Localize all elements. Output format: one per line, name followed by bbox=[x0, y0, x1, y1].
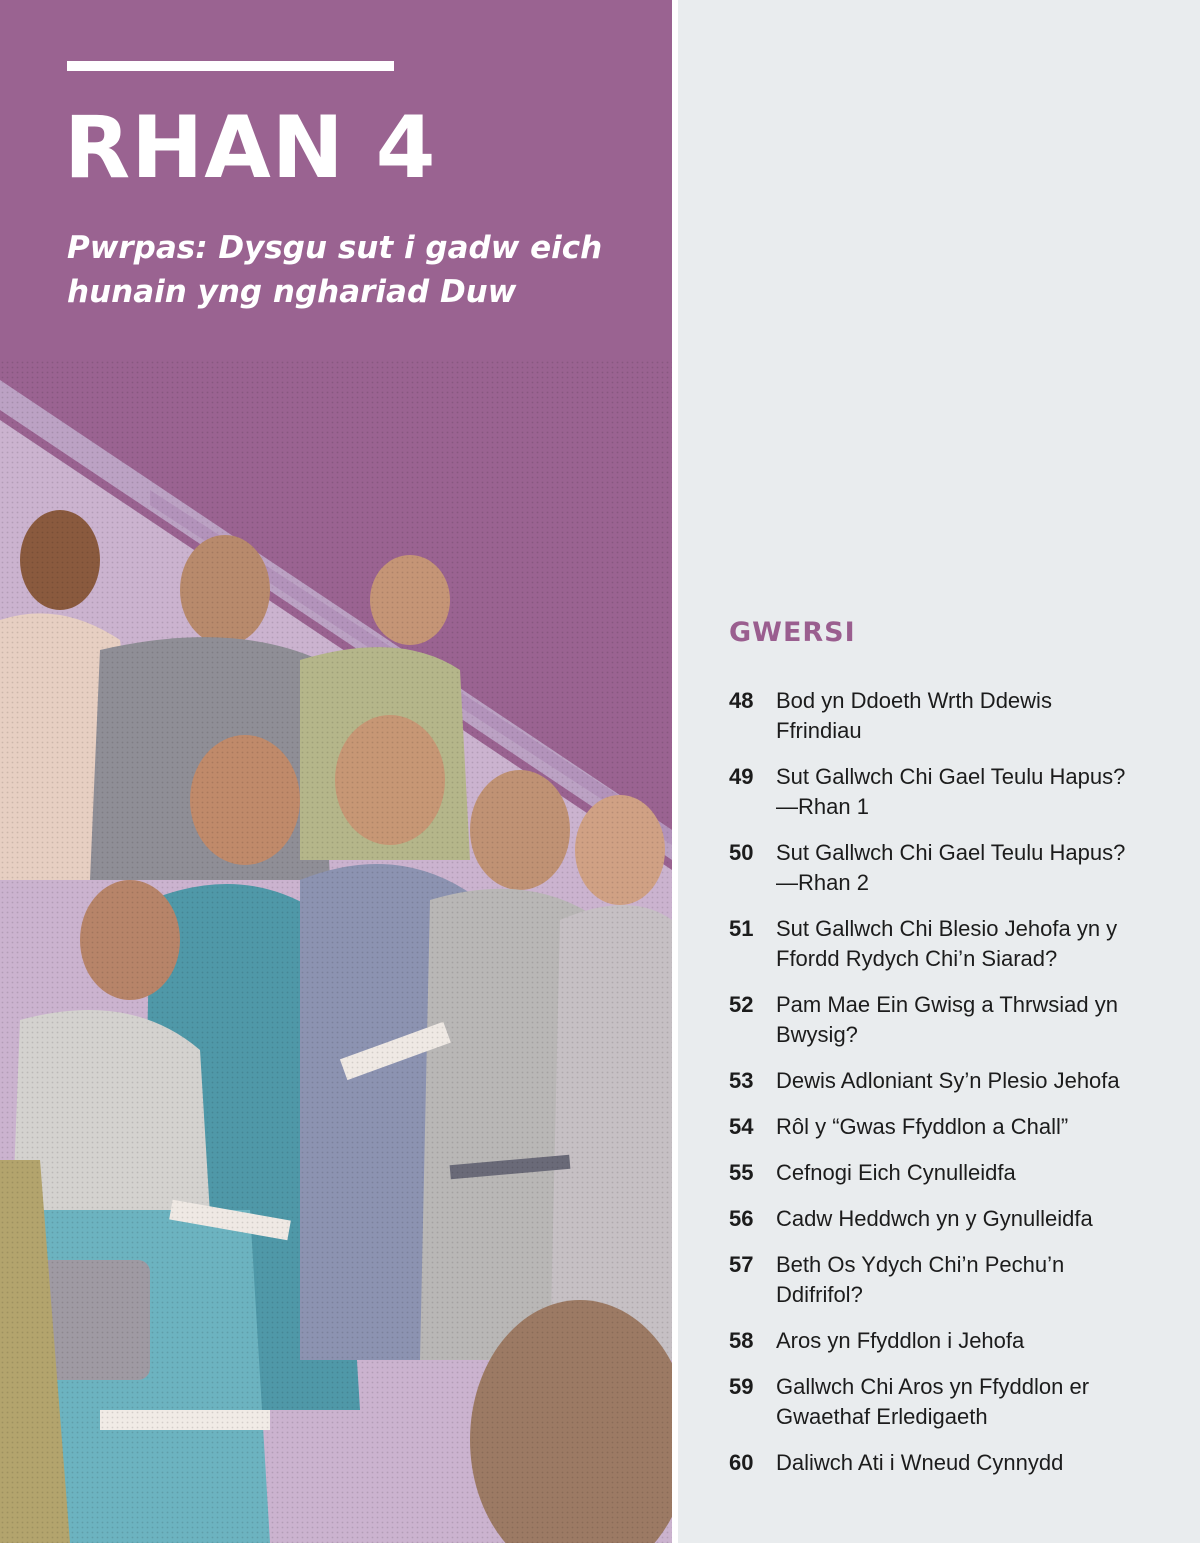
lesson-item bbox=[729, 990, 1179, 1050]
lesson-number: 52 bbox=[729, 992, 754, 1017]
lesson-item bbox=[729, 1250, 1179, 1310]
lesson-item bbox=[729, 1326, 1179, 1356]
lesson-item bbox=[729, 1112, 1179, 1142]
lesson-number: 50 bbox=[729, 840, 754, 865]
lesson-number: 53 bbox=[729, 1068, 754, 1093]
lesson-title: Cefnogi Eich Cynulleidfa bbox=[776, 1160, 1016, 1185]
lesson-number: 49 bbox=[729, 764, 754, 789]
title-rule bbox=[67, 61, 394, 71]
lesson-item bbox=[729, 1448, 1179, 1478]
lesson-title: Dewis Adloniant Sy’n Plesio Jehofa bbox=[776, 1068, 1120, 1093]
lesson-title: Aros yn Ffyddlon i Jehofa bbox=[776, 1328, 1025, 1353]
lesson-item bbox=[729, 1204, 1179, 1234]
lesson-item bbox=[729, 1158, 1179, 1188]
lesson-item bbox=[729, 914, 1179, 974]
lesson-title: Cadw Heddwch yn y Gynulleidfa bbox=[776, 1206, 1093, 1231]
lesson-title: Sut Gallwch Chi Gael Teulu Hapus? —Rhan 1 bbox=[776, 764, 1126, 819]
part-purpose: Pwrpas: Dysgu sut i gadw eich hunain yng nghariad Duw bbox=[67, 230, 603, 310]
lesson-title: Daliwch Ati i Wneud Cynnydd bbox=[776, 1450, 1064, 1475]
lesson-number: 59 bbox=[729, 1374, 754, 1399]
lesson-title: Rôl y “Gwas Ffyddlon a Chall” bbox=[776, 1114, 1069, 1139]
lesson-number: 60 bbox=[729, 1450, 754, 1475]
lesson-title: Sut Gallwch Chi Gael Teulu Hapus? —Rhan 2 bbox=[776, 840, 1126, 895]
lesson-number: 58 bbox=[729, 1328, 754, 1353]
lesson-item bbox=[729, 1066, 1179, 1096]
lesson-item bbox=[729, 686, 1179, 746]
lesson-item bbox=[729, 762, 1179, 822]
part-title: RHAN 4 bbox=[64, 98, 437, 198]
lesson-title: Sut Gallwch Chi Blesio Jehofa yn y Ffordd Rydych Chi’n Siarad? bbox=[776, 916, 1118, 971]
congregation-illustration bbox=[0, 360, 672, 1543]
lesson-title: Bod yn Ddoeth Wrth Ddewis Ffrindiau bbox=[776, 688, 1052, 743]
lesson-title: Gallwch Chi Aros yn Ffyddlon er Gwaethaf Erledigaeth bbox=[776, 1374, 1090, 1429]
lesson-number: 56 bbox=[729, 1206, 754, 1231]
lessons-heading: GWERSI bbox=[729, 617, 856, 648]
lesson-number: 57 bbox=[729, 1252, 754, 1277]
lesson-number: 48 bbox=[729, 688, 754, 713]
lesson-number: 54 bbox=[729, 1114, 754, 1139]
lesson-item bbox=[729, 1372, 1179, 1432]
lessons-list bbox=[729, 686, 1179, 1494]
lesson-title: Beth Os Ydych Chi’n Pechu’n Ddifrifol? bbox=[776, 1252, 1065, 1307]
lesson-number: 51 bbox=[729, 916, 754, 941]
lesson-item bbox=[729, 838, 1179, 898]
lesson-title: Pam Mae Ein Gwisg a Thrwsiad yn Bwysig? bbox=[776, 992, 1118, 1047]
lesson-number: 55 bbox=[729, 1160, 754, 1185]
